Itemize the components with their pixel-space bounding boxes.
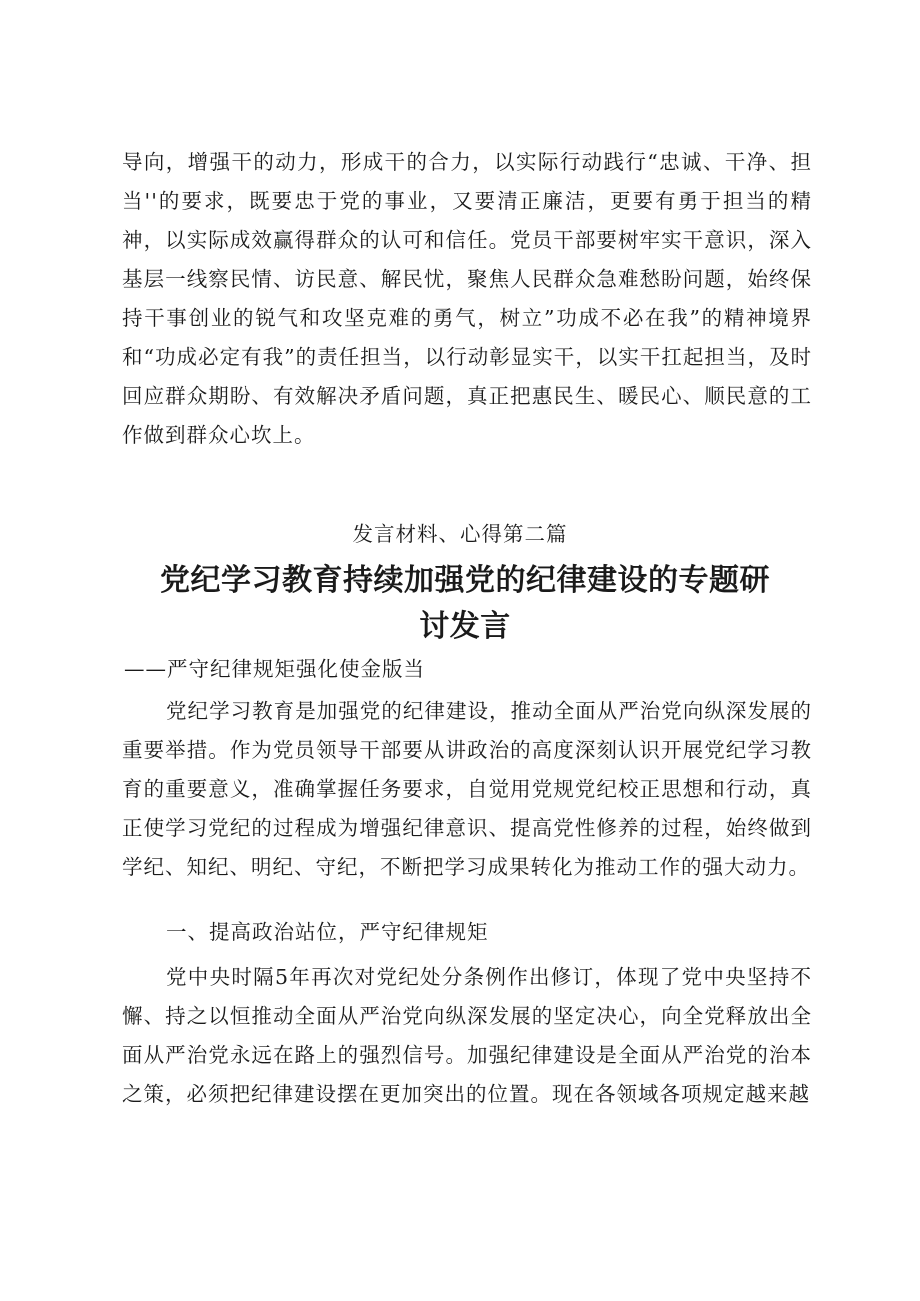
document-title: 党纪学习教育持续加强党的纪律建设的专题研讨发言 [160, 563, 770, 644]
section-one-paragraph: 党中央时隔5年再次对党纪处分条例作出修订，体现了党中央坚持不懈、持之以恒推动全面从严治党向纵深发展的坚定决心，向全党释放出全面从严治党永远在路上的强烈信号。加强纪律建设是全面从严治党的治本之策，必须把纪律建设摆在更加突出的位置。现在各领域各项规定越来越 [122, 965, 812, 1106]
intro-paragraph: 党纪学习教育是加强党的纪律建设，推动全面从严治党向纵深发展的重要举措。作为党员领导干部要从讲政治的高度深刻认识开展党纪学习教育的重要意义，准确掌握任务要求，自觉用党规党纪校正思想和行动，真正使学习党纪的过程成为增强纪律意识、提高党性修养的过程，始终做到学纪、知纪、明纪、守纪，不断把学习成果转化为推动工作的强大动力。 [122, 699, 812, 879]
byline: ——严守纪律规矩强化使金版当 [124, 657, 425, 681]
continuation-paragraph: 导向，增强干的动力，形成干的合力，以实际行动践行“忠诚、干净、担当''的要求，既要忠于党的事业，又要清正廉洁，更要有勇于担当的精神，以实际成效赢得群众的认可和信任。党员干部要树牢实干意识，深入基层一线察民情、访民意、解民忧，聚焦人民群众急难愁盼问题，始终保持干事创业的锐气和攻坚克难的勇气，树立”功成不必在我”的精神境界和“功成必定有我”的责任担当，以行动彰显实干，以实干扛起担当，及时回应群众期盼、有效解决矛盾问题，真正把惠民生、暖民心、顺民意的工作做到群众心坎上。 [122, 150, 812, 447]
section-label: 发言材料、心得第二篇 [352, 522, 568, 546]
section-one-heading: 一、提高政治站位，严守纪律规矩 [166, 920, 489, 944]
